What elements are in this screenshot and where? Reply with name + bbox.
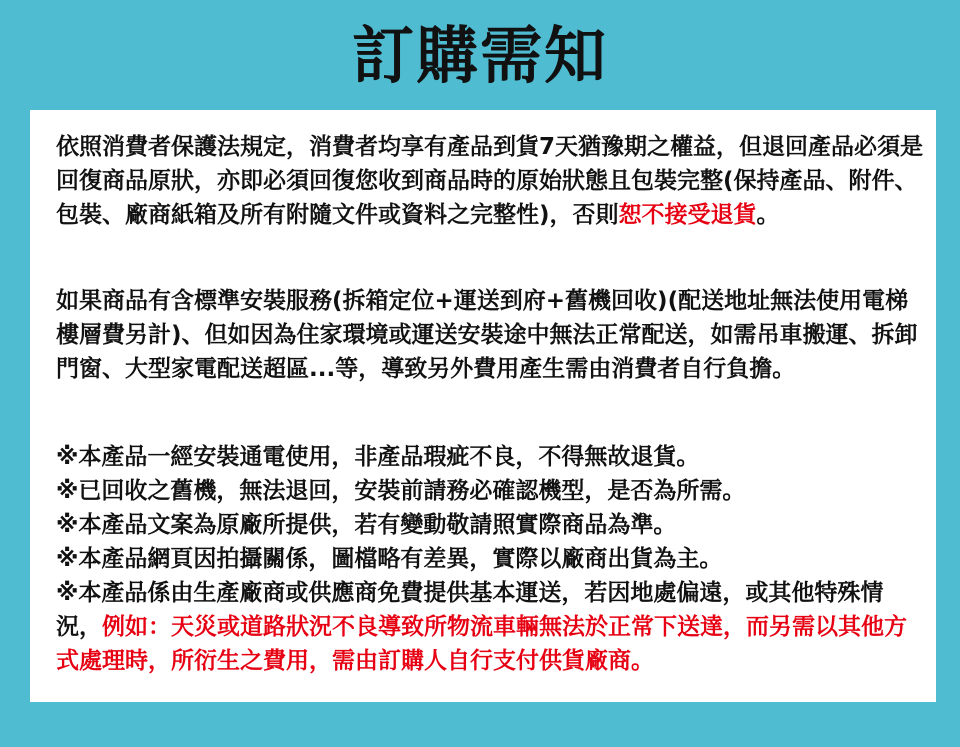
notes-list: [56, 440, 926, 678]
return-policy-end: 。: [756, 202, 780, 228]
notice-panel: [30, 110, 936, 702]
note-marker: ※: [56, 546, 79, 572]
note-marker: ※: [56, 512, 79, 538]
note-marker: ※: [56, 444, 79, 470]
note-example-highlight: 例如：天災或道路狀況不良導致所物流車輛無法於正常下送達，而另需以其他方式處理時，所衍生之費用，需由訂購人自行支付供貨廠商。: [56, 614, 907, 674]
installation-service-paragraph: 如果商品有含標準安裝服務(拆箱定位+運送到府+舊機回收)(配送地址無法使用電梯樓層費另計)、但如因為住家環境或運送安裝途中無法正常配送，如需吊車搬運、拆卸門窗、大型家電配送超區...等，導致另外費用產生需由消費者自行負擔。: [56, 288, 918, 382]
note-item-3: [56, 508, 926, 542]
note-text: 本產品文案為原廠所提供，若有變動敬請照實際商品為準。: [78, 512, 677, 538]
no-return-highlight: 恕不接受退貨: [618, 202, 757, 228]
note-item-1: [56, 440, 926, 474]
note-item-4: [56, 542, 926, 576]
note-text: 本產品係由生產廠商或供應商免費提供基本運送，若因地處偏遠，或其他特殊情況，: [56, 580, 884, 640]
note-text: 本產品一經安裝通電使用，非產品瑕疵不良，不得無故退貨。: [78, 444, 700, 470]
note-marker: ※: [56, 580, 79, 606]
return-policy-text: 依照消費者保護法規定，消費者均享有產品到貨7天猶豫期之權益，但退回產品必須是回復商品原狀，亦即必須回復您收到商品時的原始狀態且包裝完整(保持產品、附件、包裝、廠商紙箱及所有附隨文件或資料之完整性)，否則: [56, 134, 924, 228]
note-text: 已回收之舊機，無法退回，安裝前請務必確認機型，是否為所需。: [78, 478, 746, 504]
page-title: 訂購需知: [351, 19, 608, 92]
return-policy-paragraph: [56, 130, 926, 232]
note-text: 本產品網頁因拍攝關係，圖檔略有差異，實際以廠商出貨為主。: [78, 546, 723, 572]
note-item-2: [56, 474, 926, 508]
note-item-5: [56, 576, 926, 678]
note-marker: ※: [56, 478, 79, 504]
